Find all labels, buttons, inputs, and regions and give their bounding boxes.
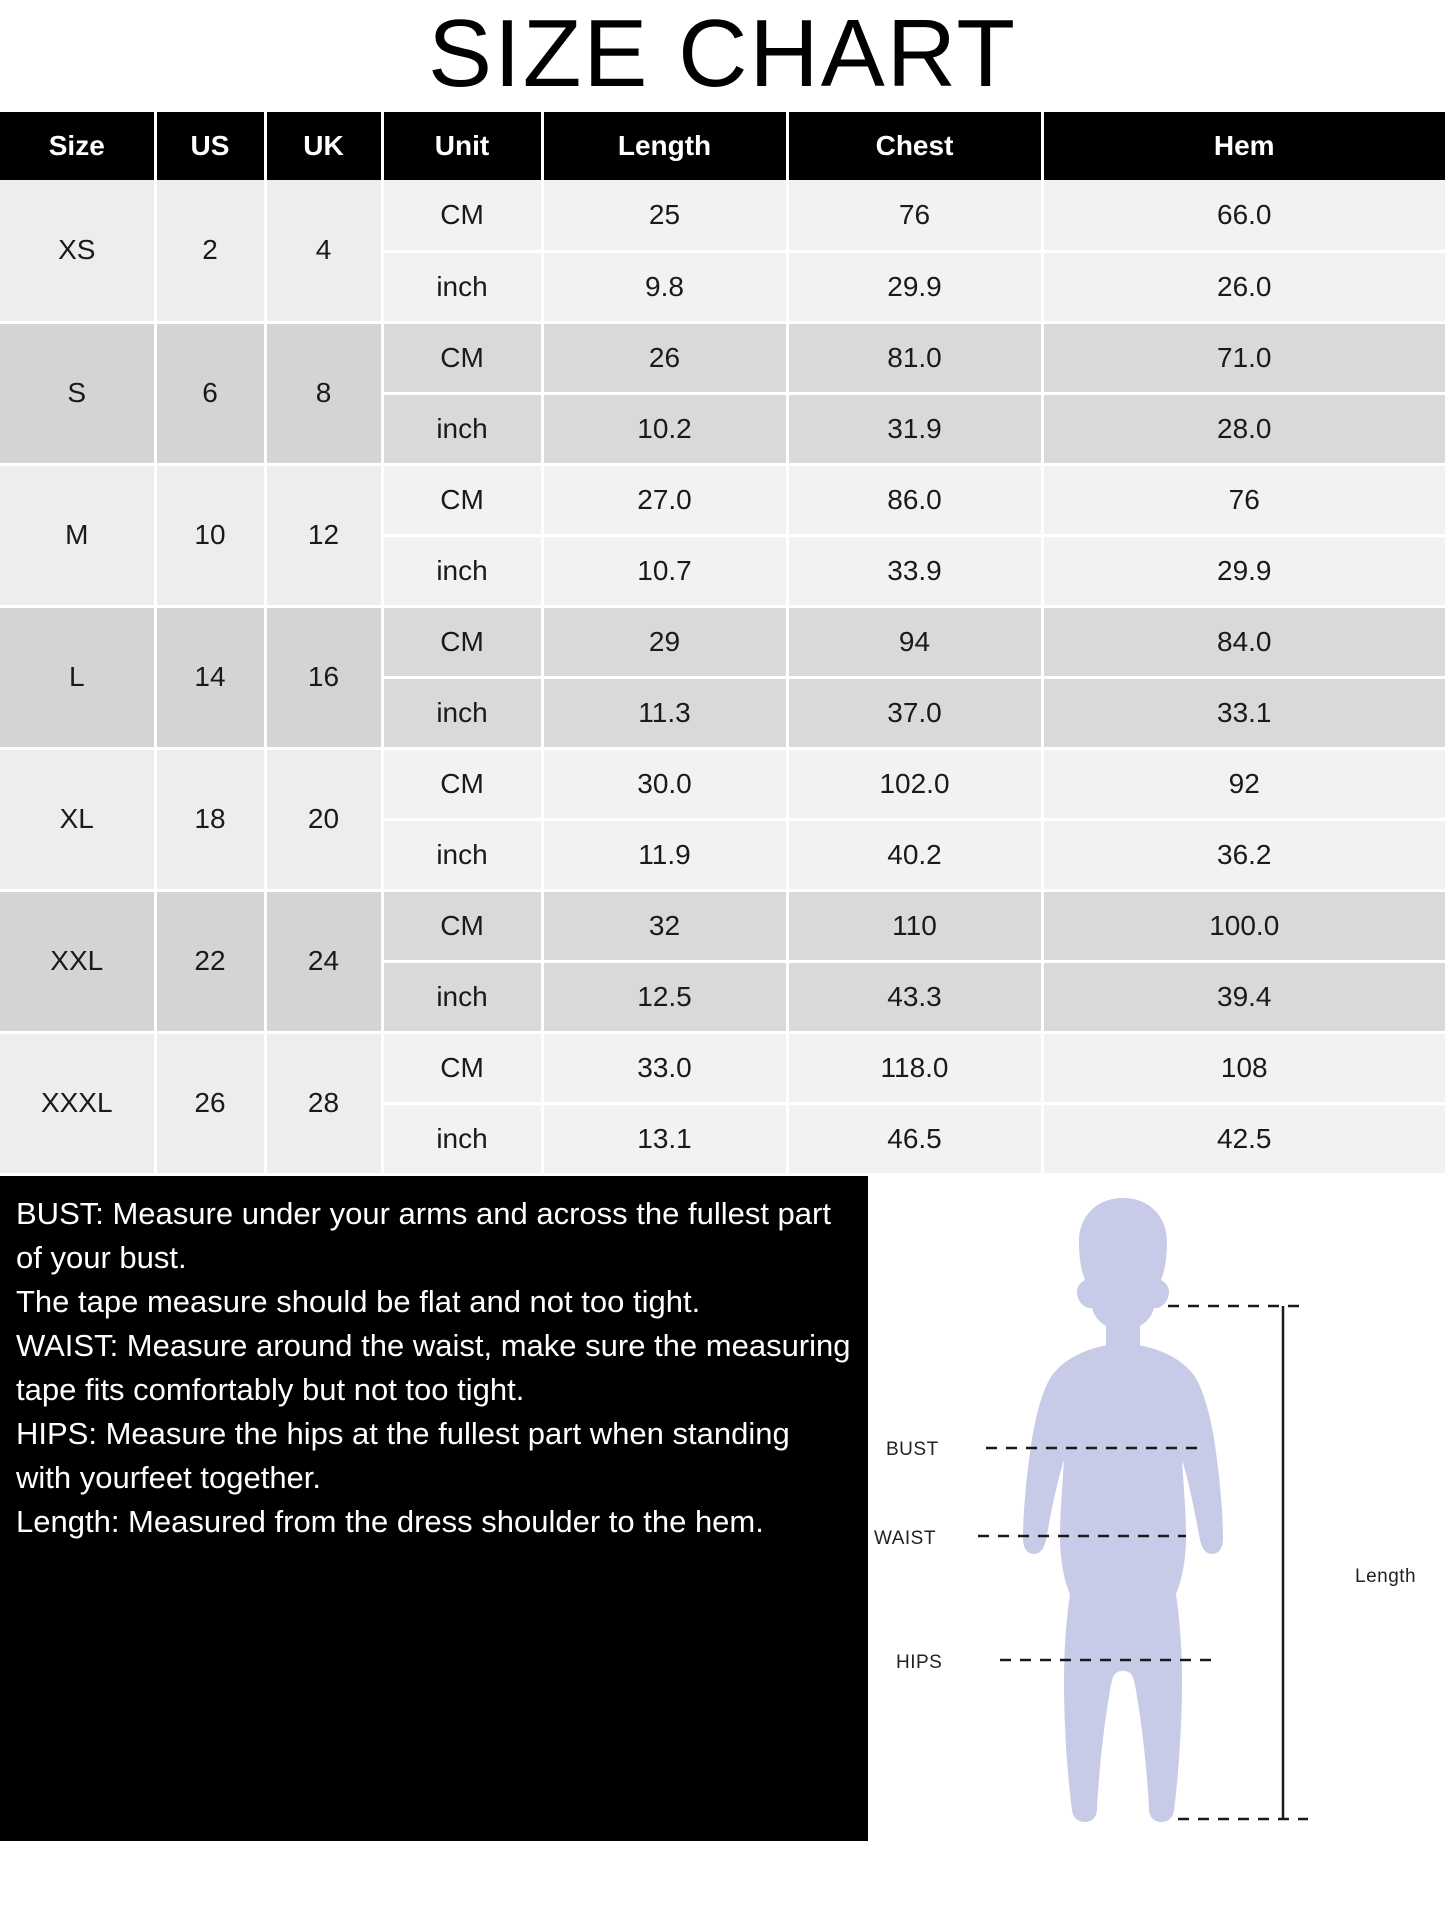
cell-size: S xyxy=(0,322,155,464)
cell-hem: 66.0 xyxy=(1042,180,1445,251)
cell-chest: 110 xyxy=(787,890,1042,961)
cell-size: XXL xyxy=(0,890,155,1032)
cell-hem: 29.9 xyxy=(1042,535,1445,606)
header-hem: Hem xyxy=(1042,112,1445,180)
cell-uk: 12 xyxy=(265,464,382,606)
cell-uk: 28 xyxy=(265,1032,382,1174)
bottom-section xyxy=(0,1176,1445,1841)
cell-length: 33.0 xyxy=(542,1032,787,1103)
cell-hem: 26.0 xyxy=(1042,251,1445,322)
cell-hem: 92 xyxy=(1042,748,1445,819)
cell-us: 6 xyxy=(155,322,265,464)
table-row xyxy=(0,748,1445,819)
header-size: Size xyxy=(0,112,155,180)
cell-us: 22 xyxy=(155,890,265,1032)
cell-unit: CM xyxy=(382,606,542,677)
cell-size: L xyxy=(0,606,155,748)
cell-chest: 31.9 xyxy=(787,393,1042,464)
cell-uk: 4 xyxy=(265,180,382,322)
cell-length: 26 xyxy=(542,322,787,393)
cell-us: 10 xyxy=(155,464,265,606)
cell-length: 27.0 xyxy=(542,464,787,535)
note-hips: HIPS: Measure the hips at the fullest part when standing with yourfeet together. xyxy=(16,1415,790,1495)
cell-uk: 8 xyxy=(265,322,382,464)
cell-length: 10.7 xyxy=(542,535,787,606)
cell-size: M xyxy=(0,464,155,606)
cell-unit: inch xyxy=(382,535,542,606)
cell-length: 12.5 xyxy=(542,961,787,1032)
cell-size: XL xyxy=(0,748,155,890)
cell-length: 13.1 xyxy=(542,1103,787,1174)
table-row xyxy=(0,322,1445,393)
cell-uk: 24 xyxy=(265,890,382,1032)
table-row xyxy=(0,890,1445,961)
cell-size: XS xyxy=(0,180,155,322)
cell-uk: 20 xyxy=(265,748,382,890)
cell-hem: 42.5 xyxy=(1042,1103,1445,1174)
cell-chest: 40.2 xyxy=(787,819,1042,890)
cell-us: 14 xyxy=(155,606,265,748)
cell-unit: CM xyxy=(382,464,542,535)
cell-hem: 71.0 xyxy=(1042,322,1445,393)
cell-chest: 76 xyxy=(787,180,1042,251)
cell-unit: inch xyxy=(382,393,542,464)
cell-uk: 16 xyxy=(265,606,382,748)
cell-length: 30.0 xyxy=(542,748,787,819)
cell-unit: inch xyxy=(382,1103,542,1174)
cell-chest: 46.5 xyxy=(787,1103,1042,1174)
measurement-instructions xyxy=(0,1176,868,1841)
cell-hem: 76 xyxy=(1042,464,1445,535)
cell-length: 29 xyxy=(542,606,787,677)
header-length: Length xyxy=(542,112,787,180)
cell-hem: 36.2 xyxy=(1042,819,1445,890)
note-bust: BUST: Measure under your arms and across the fullest part of your bust. xyxy=(16,1195,831,1275)
cell-length: 25 xyxy=(542,180,787,251)
cell-chest: 118.0 xyxy=(787,1032,1042,1103)
cell-unit: inch xyxy=(382,819,542,890)
note-tape: The tape measure should be flat and not too tight. xyxy=(16,1283,701,1319)
cell-length: 9.8 xyxy=(542,251,787,322)
cell-unit: inch xyxy=(382,961,542,1032)
table-row xyxy=(0,1032,1445,1103)
figure-label-bust: BUST xyxy=(886,1438,939,1460)
cell-chest: 81.0 xyxy=(787,322,1042,393)
table-row xyxy=(0,180,1445,251)
cell-chest: 102.0 xyxy=(787,748,1042,819)
cell-chest: 33.9 xyxy=(787,535,1042,606)
cell-unit: CM xyxy=(382,322,542,393)
cell-hem: 39.4 xyxy=(1042,961,1445,1032)
cell-hem: 84.0 xyxy=(1042,606,1445,677)
table-row xyxy=(0,464,1445,535)
table-header-row xyxy=(0,112,1445,180)
cell-length: 10.2 xyxy=(542,393,787,464)
page-title: SIZE CHART xyxy=(428,0,1017,107)
note-length: Length: Measured from the dress shoulder to the hem. xyxy=(16,1503,764,1539)
figure-label-waist: WAIST xyxy=(874,1527,936,1549)
note-waist: WAIST: Measure around the waist, make sure the measuring tape fits comfortably but not too tight. xyxy=(16,1327,851,1407)
cell-us: 26 xyxy=(155,1032,265,1174)
cell-hem: 28.0 xyxy=(1042,393,1445,464)
female-body-diagram-icon xyxy=(868,1176,1445,1841)
cell-unit: CM xyxy=(382,748,542,819)
size-chart-table xyxy=(0,112,1445,1176)
header-unit: Unit xyxy=(382,112,542,180)
cell-length: 11.3 xyxy=(542,677,787,748)
cell-unit: CM xyxy=(382,1032,542,1103)
cell-chest: 94 xyxy=(787,606,1042,677)
cell-length: 11.9 xyxy=(542,819,787,890)
cell-chest: 86.0 xyxy=(787,464,1042,535)
cell-hem: 100.0 xyxy=(1042,890,1445,961)
figure-label-hips: HIPS xyxy=(896,1651,943,1673)
table-row xyxy=(0,606,1445,677)
header-us: US xyxy=(155,112,265,180)
cell-unit: CM xyxy=(382,890,542,961)
header-uk: UK xyxy=(265,112,382,180)
cell-chest: 43.3 xyxy=(787,961,1042,1032)
cell-length: 32 xyxy=(542,890,787,961)
header-chest: Chest xyxy=(787,112,1042,180)
cell-unit: inch xyxy=(382,251,542,322)
cell-us: 2 xyxy=(155,180,265,322)
cell-hem: 108 xyxy=(1042,1032,1445,1103)
figure-label-length: Length xyxy=(1355,1565,1417,1587)
cell-unit: inch xyxy=(382,677,542,748)
cell-size: XXXL xyxy=(0,1032,155,1174)
cell-us: 18 xyxy=(155,748,265,890)
measurement-figure xyxy=(868,1176,1445,1841)
cell-unit: CM xyxy=(382,180,542,251)
cell-hem: 33.1 xyxy=(1042,677,1445,748)
cell-chest: 37.0 xyxy=(787,677,1042,748)
cell-chest: 29.9 xyxy=(787,251,1042,322)
